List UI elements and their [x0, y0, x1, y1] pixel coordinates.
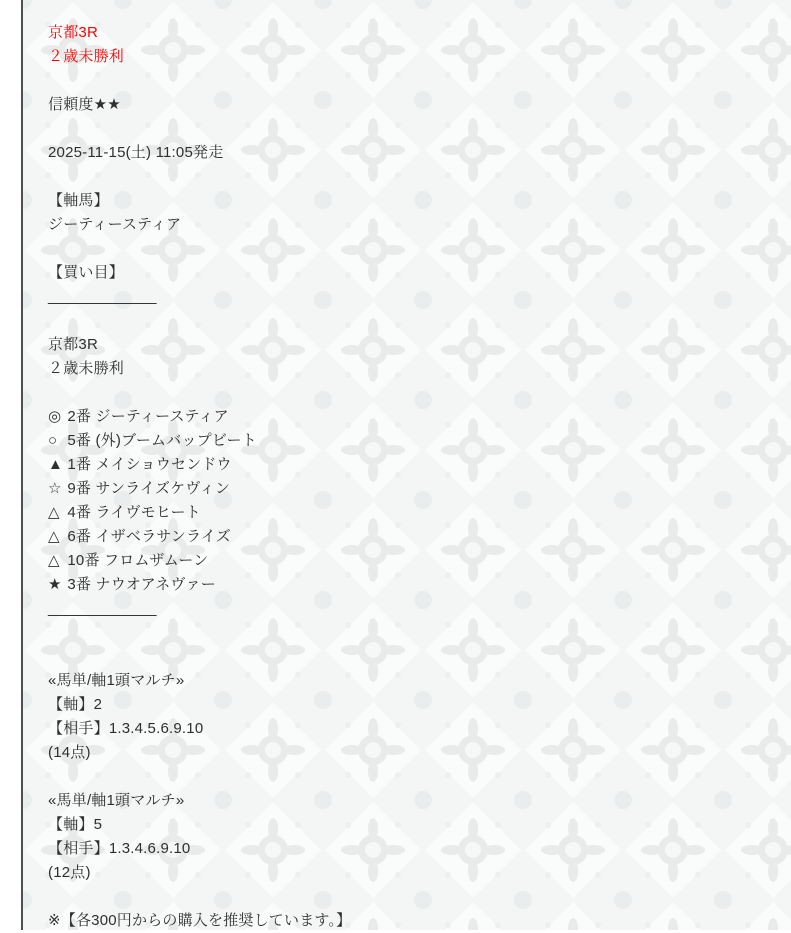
pick-number: 6番 [67, 528, 92, 545]
bet-partners-label: 【相手】 [48, 720, 109, 737]
bet-partners [48, 837, 771, 861]
reliability-line: 信頼度★★ [48, 96, 121, 113]
race-class: ２歳未勝利 [48, 48, 125, 65]
pick-mark: ★ [48, 576, 62, 593]
pick-horse: ナウオアネヴァー [95, 576, 216, 593]
pick-mark: ○ [48, 432, 58, 449]
bet-type: «馬単/軸1頭マルチ» [48, 672, 185, 689]
pick-horse: ライヴモヒート [95, 504, 201, 521]
pick-horse: ジーティースティア [95, 408, 229, 425]
pick-row [48, 573, 771, 597]
pick-mark: △ [48, 504, 60, 521]
bet-partners-value: 1.3.4.5.6.9.10 [108, 720, 204, 737]
pick-mark: △ [48, 528, 60, 545]
pick-horse: イザベラサンライズ [95, 528, 231, 545]
pick-number: 10番 [67, 552, 100, 569]
race-header [48, 21, 771, 69]
divider-line: _____________ [48, 600, 157, 617]
pick-row [48, 549, 771, 573]
pick-mark: ▲ [48, 456, 64, 473]
race-repeat-block [48, 333, 771, 381]
bet-block-2 [48, 789, 771, 885]
bet-axis-label: 【軸】 [48, 696, 94, 713]
bet-points: (12点) [48, 864, 91, 881]
bet-points: (14点) [48, 744, 91, 761]
pick-mark: △ [48, 552, 60, 569]
axis-label: 【軸馬】 [48, 192, 109, 209]
content-panel [21, 0, 791, 930]
pick-mark: ☆ [48, 480, 62, 497]
pick-row [48, 405, 771, 429]
bet-type: «馬単/軸1頭マルチ» [48, 792, 185, 809]
start-time-line: 2025-11-15(土) 11:05発走 [48, 144, 224, 161]
bet-axis [48, 693, 771, 717]
pick-row [48, 429, 771, 453]
pick-number: 4番 [67, 504, 92, 521]
axis-horse-name: ジーティースティア [48, 216, 182, 233]
pick-number: 5番 [67, 432, 92, 449]
purchase-note: ※【各300円からの購入を推奨しています。】 [48, 912, 352, 929]
buy-label: 【買い目】 [48, 264, 125, 281]
pick-number: 1番 [67, 456, 92, 473]
bet-partners [48, 717, 771, 741]
pick-horse: サンライズケヴィン [95, 480, 231, 497]
bet-axis-label: 【軸】 [48, 816, 94, 833]
pick-horse: メイショウセンドウ [95, 456, 232, 473]
pick-number: 2番 [67, 408, 92, 425]
bet-partners-label: 【相手】 [48, 840, 109, 857]
pick-number: 3番 [67, 576, 92, 593]
bet-axis-value: 2 [93, 696, 103, 713]
picks-list [48, 405, 771, 621]
pick-row [48, 477, 771, 501]
pick-row [48, 501, 771, 525]
pick-horse: (外)ブームバップビート [95, 432, 257, 449]
bet-axis [48, 813, 771, 837]
pick-number: 9番 [67, 480, 92, 497]
race-title: 京都3R [48, 336, 98, 353]
race-class: ２歳未勝利 [48, 360, 125, 377]
bet-axis-value: 5 [93, 816, 103, 833]
buy-block [48, 261, 771, 309]
pick-row [48, 453, 771, 477]
bet-block-1 [48, 669, 771, 765]
prediction-article [23, 0, 791, 933]
pick-horse: フロムザムーン [104, 552, 209, 569]
race-title: 京都3R [48, 24, 98, 41]
pick-mark: ◎ [48, 408, 62, 425]
bet-partners-value: 1.3.4.6.9.10 [108, 840, 191, 857]
divider-line: _____________ [48, 288, 157, 305]
axis-horse-block [48, 189, 771, 237]
pick-row [48, 525, 771, 549]
